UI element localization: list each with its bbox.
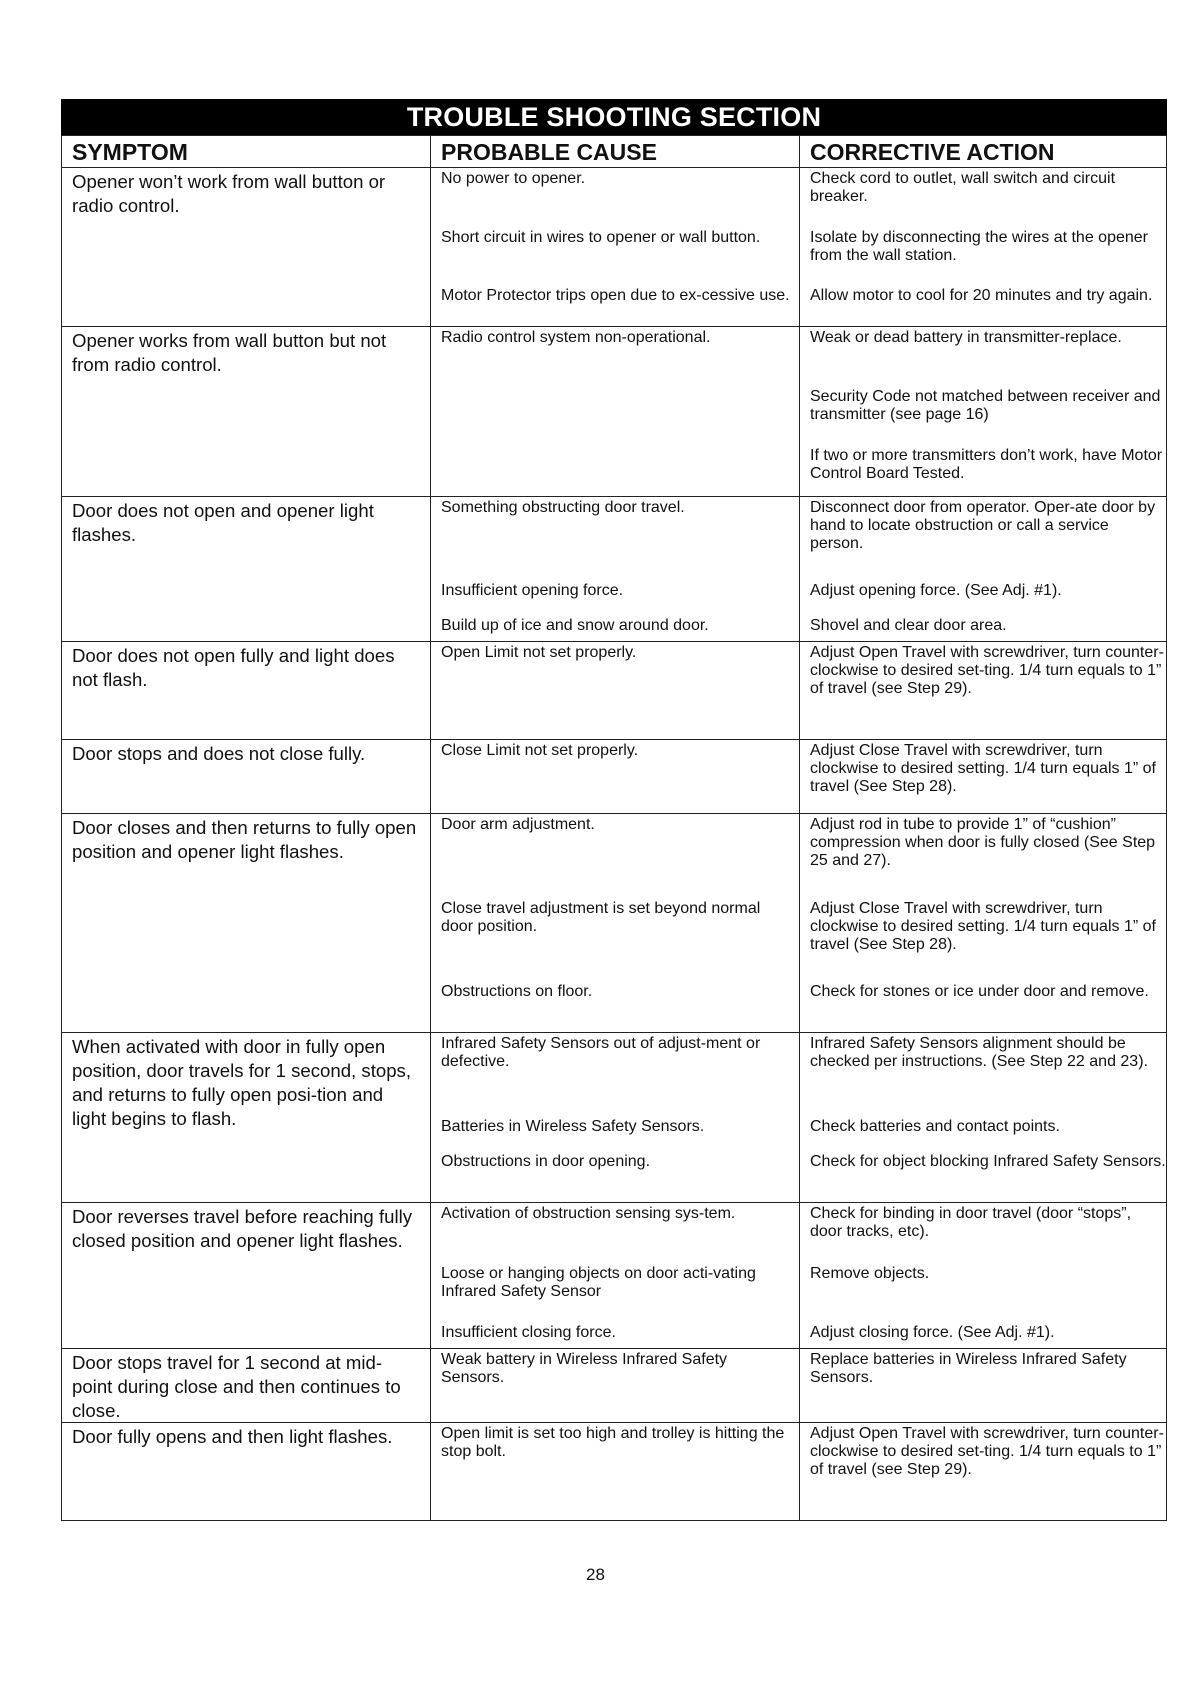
cause-cell: Open limit is set too high and trolley is hitting the stop bolt. <box>441 1425 785 1460</box>
symptom-cell: Opener works from wall button but not from radio control. <box>62 327 431 496</box>
action-cell: Adjust Close Travel with screwdriver, turn clockwise to desired setting. 1/4 turn equals 1” of travel (See Step 28). <box>810 742 1156 795</box>
symptom-cell: Door does not open and opener light flashes. <box>62 497 431 641</box>
section-title: TROUBLE SHOOTING SECTION <box>61 99 1167 135</box>
action-cell: Replace batteries in Wireless Infrared Safety Sensors. <box>810 1351 1127 1386</box>
table-row <box>61 1423 1167 1521</box>
symptom-cell: Door reverses travel before reaching fully closed position and opener light flashes. <box>62 1203 431 1348</box>
table-row <box>61 642 1167 740</box>
header-symptom: SYMPTOM <box>62 136 431 167</box>
cause-cell: Radio control system non-operational. <box>441 329 711 346</box>
cause-cell: Short circuit in wires to opener or wall button. <box>441 229 761 246</box>
page-number: 28 <box>586 1565 605 1584</box>
action-cell: Adjust rod in tube to provide 1” of “cushion” compression when door is fully closed (See Step 25 and 27). <box>810 816 1156 869</box>
action-cell: Isolate by disconnecting the wires at the opener from the wall station. <box>810 229 1148 264</box>
action-cell: Adjust Close Travel with screwdriver, turn clockwise to desired setting. 1/4 turn equals 1” of travel (See Step 28). <box>810 900 1156 953</box>
symptom-cell: When activated with door in fully open position, door travels for 1 second, stops, and returns to fully open posi-tion and light begins to flash. <box>62 1033 431 1202</box>
cause-cell <box>431 447 800 483</box>
table-row <box>61 1203 1167 1349</box>
action-cell: Check for binding in door travel (door “stops”, door tracks, etc). <box>810 1205 1132 1240</box>
action-cell: Disconnect door from operator. Oper-ate door by hand to locate obstruction or call a service person. <box>810 499 1156 552</box>
cause-cell: Obstructions on floor. <box>441 983 593 1000</box>
symptom-cell: Door closes and then returns to fully open position and opener light flashes. <box>62 814 431 1032</box>
cause-cell: Motor Protector trips open due to ex-cessive use. <box>441 287 790 304</box>
cause-cell: Close travel adjustment is set beyond normal door position. <box>441 900 761 935</box>
table-row <box>61 1033 1167 1203</box>
troubleshooting-table <box>61 99 1167 1521</box>
table-row <box>61 1349 1167 1423</box>
cause-cell: Obstructions in door opening. <box>441 1153 651 1170</box>
action-cell: Weak or dead battery in transmitter-replace. <box>810 329 1122 346</box>
action-cell: Check cord to outlet, wall switch and circuit breaker. <box>810 170 1116 205</box>
cause-cell: Batteries in Wireless Safety Sensors. <box>441 1118 705 1135</box>
cause-cell: Loose or hanging objects on door acti-vating Infrared Safety Sensor <box>441 1265 756 1300</box>
symptom-cell: Opener won’t work from wall button or radio control. <box>62 168 431 326</box>
header-action: CORRECTIVE ACTION <box>810 139 1055 165</box>
cause-cell: Infrared Safety Sensors out of adjust-ment or defective. <box>441 1035 761 1070</box>
cause-cell: Build up of ice and snow around door. <box>441 617 709 634</box>
symptom-cell: Door stops and does not close fully. <box>62 740 431 813</box>
cause-cell <box>431 388 800 447</box>
table-row <box>61 814 1167 1033</box>
symptom-cell: Door stops travel for 1 second at mid-point during close and then continues to close. <box>62 1349 431 1422</box>
action-cell: If two or more transmitters don’t work, have Motor Control Board Tested. <box>810 447 1163 482</box>
cause-cell: No power to opener. <box>441 170 586 187</box>
cause-cell: Insufficient opening force. <box>441 582 624 599</box>
action-cell: Allow motor to cool for 20 minutes and try again. <box>810 287 1153 304</box>
action-cell: Adjust opening force. (See Adj. #1). <box>810 582 1062 599</box>
cause-cell: Close Limit not set properly. <box>441 742 639 759</box>
action-cell: Adjust Open Travel with screwdriver, turn counter-clockwise to desired set-ting. 1/4 turn equals to 1” of travel (see Step 29). <box>810 644 1164 697</box>
cause-cell: Door arm adjustment. <box>441 816 595 833</box>
table-row <box>61 168 1167 327</box>
cause-cell: Insufficient closing force. <box>441 1324 616 1341</box>
action-cell: Infrared Safety Sensors alignment should be checked per instructions. (See Step 22 and 23). <box>810 1035 1148 1070</box>
action-cell: Check batteries and contact points. <box>810 1118 1060 1135</box>
table-row <box>61 740 1167 814</box>
action-cell: Check for object blocking Infrared Safety Sensors. <box>810 1153 1166 1170</box>
cause-cell: Open Limit not set properly. <box>441 644 637 661</box>
action-cell: Adjust Open Travel with screwdriver, turn counter-clockwise to desired set-ting. 1/4 turn equals to 1” of travel (see Step 29). <box>810 1425 1164 1478</box>
table-row <box>61 497 1167 642</box>
symptom-cell: Door fully opens and then light flashes. <box>62 1423 431 1520</box>
action-cell: Adjust closing force. (See Adj. #1). <box>810 1324 1055 1341</box>
action-cell: Remove objects. <box>810 1265 930 1282</box>
table-header-row <box>61 135 1167 168</box>
cause-cell: Weak battery in Wireless Infrared Safety Sensors. <box>441 1351 728 1386</box>
cause-cell: Activation of obstruction sensing sys-tem. <box>441 1205 736 1222</box>
header-cause: PROBABLE CAUSE <box>431 136 800 167</box>
cause-cell: Something obstructing door travel. <box>441 499 685 516</box>
action-cell: Security Code not matched between receiver and transmitter (see page 16) <box>810 388 1161 423</box>
symptom-cell: Door does not open fully and light does not flash. <box>62 642 431 739</box>
action-cell: Check for stones or ice under door and remove. <box>810 983 1149 1000</box>
action-cell: Shovel and clear door area. <box>810 617 1007 634</box>
table-row <box>61 327 1167 497</box>
